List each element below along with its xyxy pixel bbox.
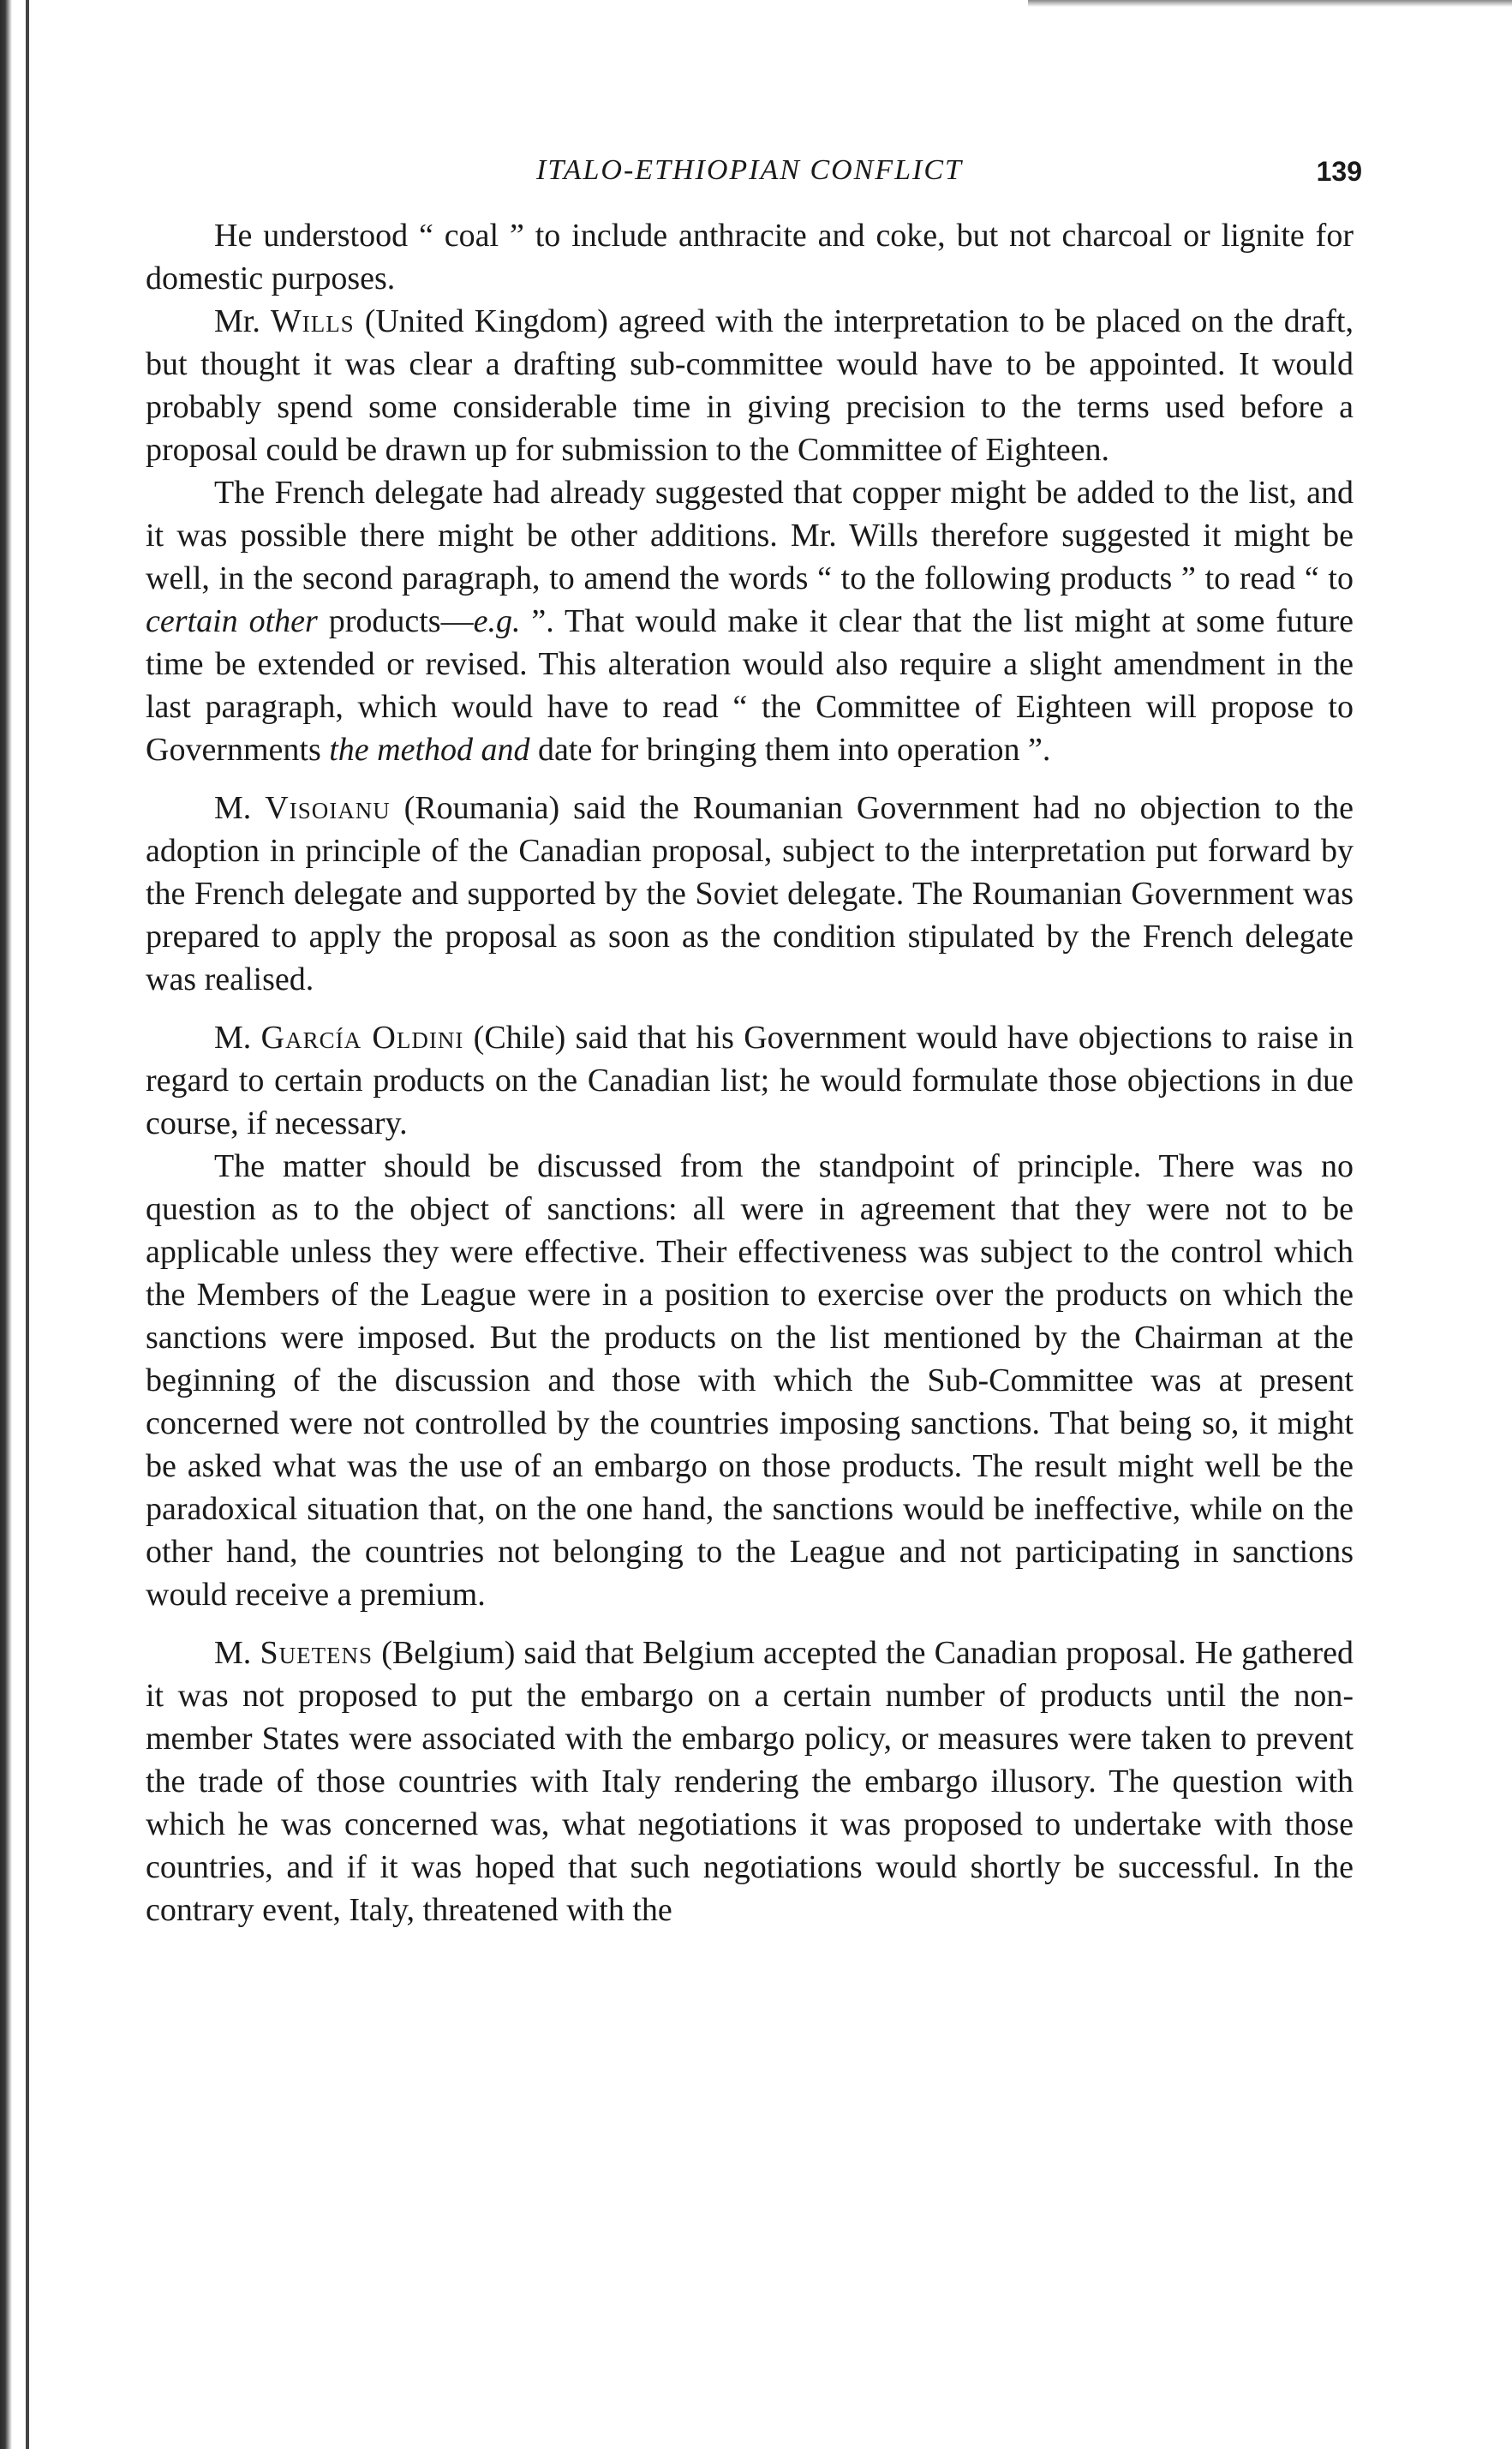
text-run: M.	[214, 790, 266, 826]
text-run: date for bringing them into operation ”.	[529, 732, 1051, 768]
paragraph	[146, 1145, 1354, 1616]
running-head	[146, 154, 1362, 214]
emphasis-text: certain other	[146, 603, 318, 639]
emphasis-text: e.g.	[473, 603, 521, 639]
paragraph	[146, 300, 1354, 471]
speaker-name: Suetens	[260, 1635, 374, 1671]
text-run: (Roumania) said the Roumanian Government had no objection to the adoption in principle of the Canadian proposal, subject to the interpretation put forward by the French delegate and supported by the Soviet delegate. The Roumanian Government was prepared to apply the proposal as soon as the condition stipulated by the French delegate was realised.	[146, 790, 1354, 997]
paragraph	[146, 1632, 1354, 1931]
paragraph	[146, 787, 1354, 1001]
text-run: The matter should be discussed from the standpoint of principle. There was no question as to the object of sanctions: all were in agreement that they were not to be applicable unless they were effective. Their effectiveness was subject to the control which the Members of the League were in a position to exercise over the products on which the sanctions were imposed. But the products on the list mentioned by the Chairman at the beginning of the discussion and those with which the Sub-Committee was at present concerned were not controlled by the countries imposing sanctions. That being so, it might be asked what was the use of an embargo on those products. The result might well be the paradoxical situation that, on the one hand, the sanctions would be ineffective, while on the other hand, the countries not belonging to the League and not participating in sanctions would receive a premium.	[146, 1148, 1354, 1613]
page-top-edge	[1028, 0, 1512, 7]
text-run: The French delegate had already suggested that copper might be added to the list, and it was possible there might be other additions. Mr. Wills therefore suggested it might be well, in the second paragraph, to amend the words “ to the following products ” to read “ to	[146, 475, 1354, 596]
text-run: Mr.	[214, 303, 271, 339]
text-run: M.	[214, 1020, 261, 1056]
text-run: He understood “ coal ” to include anthracite and coke, but not charcoal or lignite for domestic purposes.	[146, 218, 1354, 296]
page-number: 139	[1316, 156, 1362, 187]
document-page	[146, 154, 1362, 1931]
text-run: (Chile) said that his Government would have objections to raise in regard to certain products on the Canadian list; he would formulate those objections in due course, if necessary.	[146, 1020, 1354, 1141]
text-run: M.	[214, 1635, 260, 1671]
binding-edge	[0, 0, 12, 2449]
text-run: ”. That would make it clear that the list might at some future time be extended or revised. This alteration would also require a slight amendment in the last paragraph, which would have to read “ the Committee of Eighteen will propose to Governments	[146, 603, 1354, 768]
emphasis-text: the method and	[329, 732, 530, 768]
text-run: (Belgium) said that Belgium accepted the Canadian proposal. He gathered it was not proposed to put the embargo on a certain number of products until the non-member States were associated with the embargo policy, or measures were taken to prevent the trade of those countries with Italy rendering the embargo illusory. The question with which he was concerned was, what negotiations it was proposed to undertake with those countries, and if it was hoped that such negotiations would shortly be successful. In the contrary event, Italy, threatened with the	[146, 1635, 1354, 1928]
body-text	[146, 214, 1354, 1931]
paragraph	[146, 1016, 1354, 1145]
paragraph	[146, 214, 1354, 300]
binding-line	[26, 0, 29, 2449]
speaker-name: Wills	[270, 303, 355, 339]
paragraph	[146, 471, 1354, 771]
text-run: products—	[317, 603, 474, 639]
text-run: (United Kingdom) agreed with the interpretation to be placed on the draft, but thought it was clear a drafting sub-committee would have to be appointed. It would probably spend some considerable time in giving precision to the terms used before a proposal could be drawn up for submission to the Committee of Eighteen.	[146, 303, 1354, 468]
running-title: ITALO-ETHIOPIAN CONFLICT	[536, 154, 963, 186]
speaker-name: García Oldini	[260, 1020, 464, 1056]
speaker-name: Visoianu	[265, 790, 391, 826]
